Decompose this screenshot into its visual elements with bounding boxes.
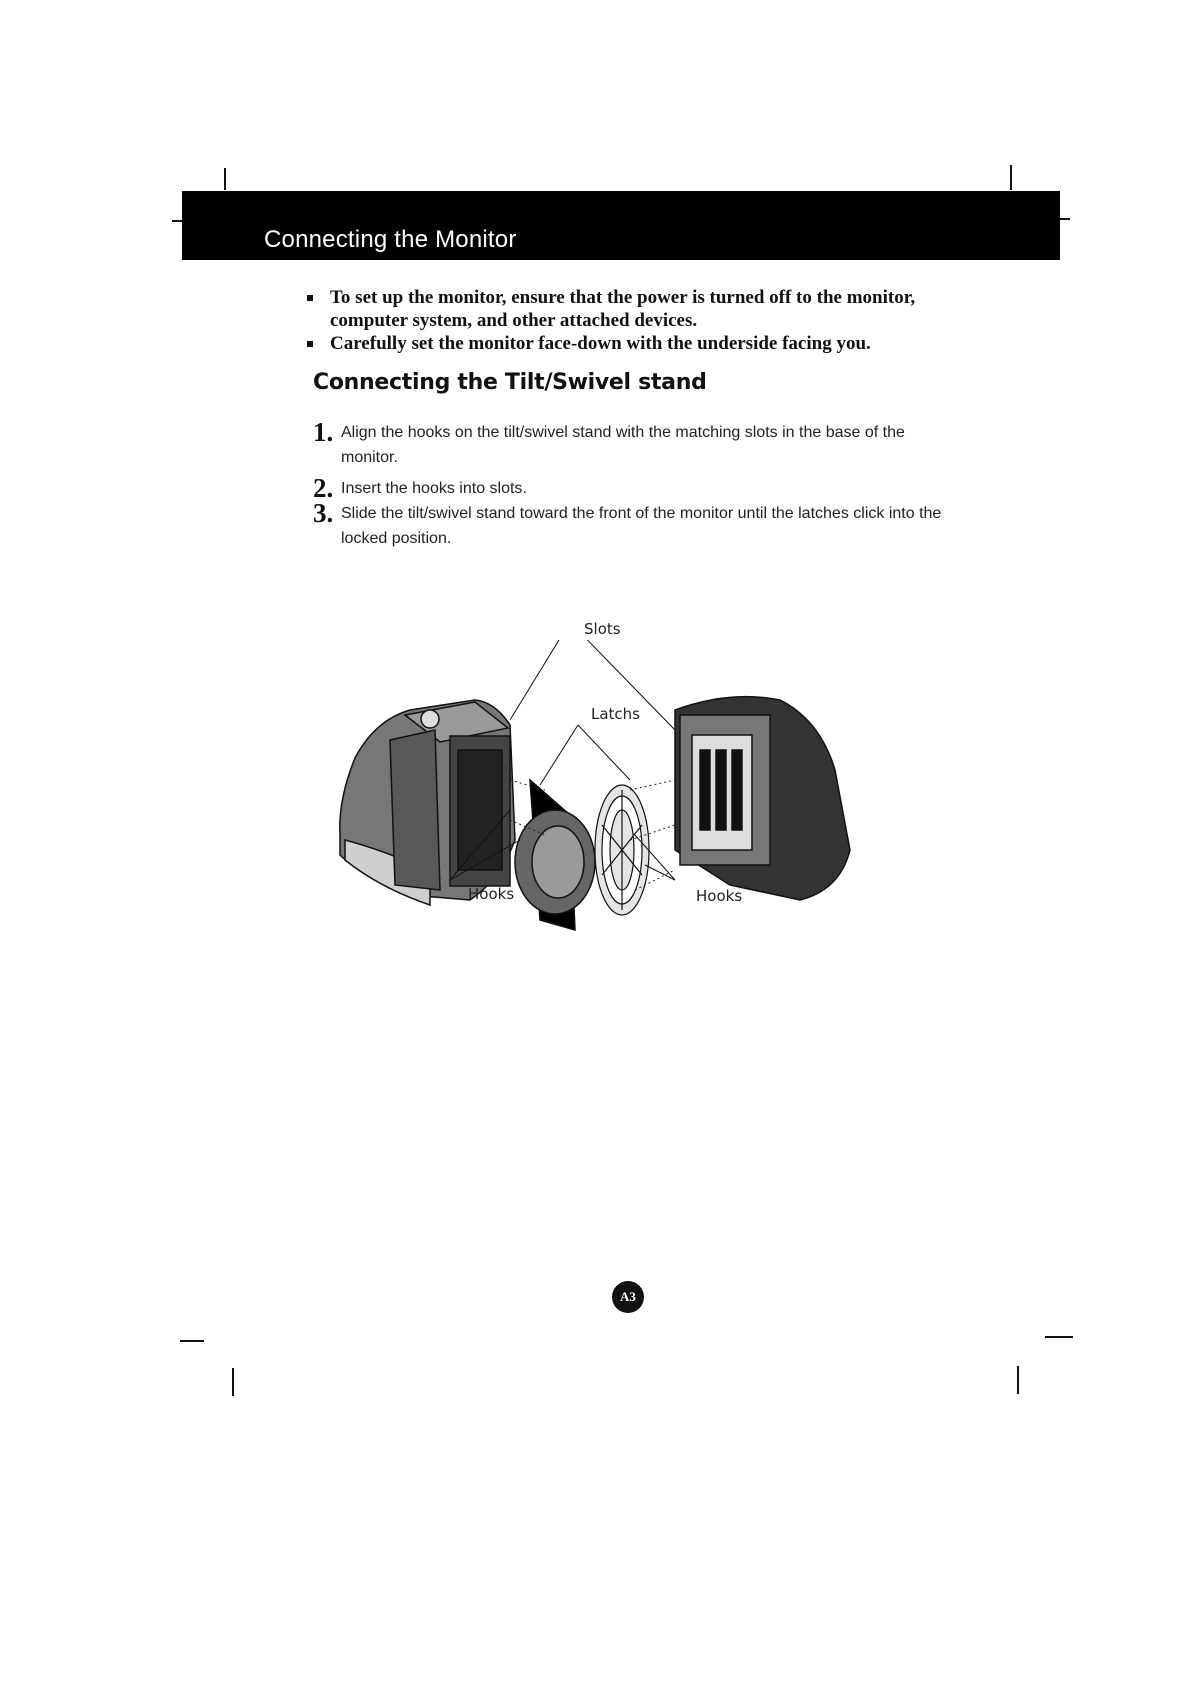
note-text: To set up the monitor, ensure that the power is turned off to the monitor, computer system, and other attached devices. [330, 287, 916, 331]
step-item [313, 417, 953, 470]
step-text: Align the hooks on the tilt/swivel stand with the matching slots in the base of the monitor. [341, 424, 905, 466]
slots-label: Slots [584, 620, 621, 638]
hooks-right-label: Hooks [696, 887, 743, 905]
assembly-drawing [330, 640, 920, 970]
step-text: Insert the hooks into slots. [341, 480, 527, 497]
crop-mark-bottom-left-v [232, 1368, 234, 1396]
stand-base-image [515, 780, 595, 930]
page-title: Connecting the Monitor [264, 226, 517, 253]
crop-mark-bottom-right-v [1017, 1366, 1019, 1394]
right-monitor-image [675, 697, 850, 900]
bullet-icon [307, 295, 313, 301]
stand-assembly-illustration [330, 620, 920, 970]
section-title: Connecting the Tilt/Swivel stand [313, 370, 707, 395]
hooks-left-label: Hooks [468, 885, 515, 903]
page-number-badge: A3 [612, 1281, 644, 1313]
note-item [305, 332, 945, 355]
step-number: 3. [313, 498, 334, 528]
crop-mark-top-left [224, 168, 226, 190]
step-number: 1. [313, 417, 334, 447]
left-monitor-image [340, 700, 515, 905]
note-item [305, 286, 945, 332]
steps-list [313, 417, 953, 551]
crop-mark-top-right [1010, 165, 1012, 190]
step-item [313, 498, 953, 551]
bullet-icon [307, 341, 313, 347]
step-number: 2. [313, 473, 334, 503]
step-item [313, 473, 953, 503]
latchs-label: Latchs [591, 705, 640, 723]
swivel-ring-image [595, 785, 649, 915]
section-header-bar [182, 191, 1060, 260]
setup-notes [305, 286, 945, 355]
crop-mark-bottom-right-h [1045, 1336, 1073, 1338]
crop-mark-bottom-left-h [180, 1340, 204, 1342]
note-text: Carefully set the monitor face-down with the underside facing you. [330, 333, 871, 354]
step-text: Slide the tilt/swivel stand toward the front of the monitor until the latches click into the locked position. [341, 505, 942, 547]
